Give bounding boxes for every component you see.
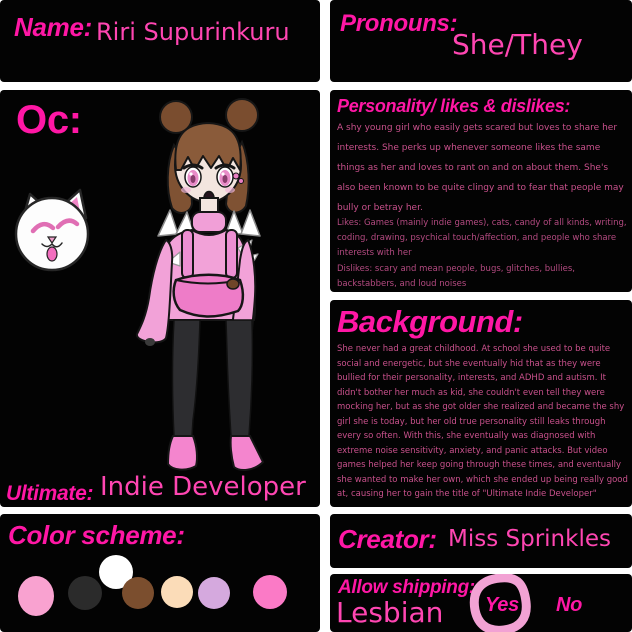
allow-shipping-label: Allow shipping: [338,577,475,598]
name-label: Name: [14,12,92,42]
swatch-peach [161,576,193,608]
personality-panel [330,90,632,292]
likes-text: Likes: Games (mainly indie games), cats, candy of all kinds, writing, coding, drawing, psychical touch/affection, and people who share interests with her [337,218,627,258]
swatch-lilac [198,577,230,609]
ultimate-value: Indie Developer [100,472,306,502]
color-scheme-panel [0,514,320,632]
personality-description: A shy young girl who easily gets scared but loves to share her interests. She perks up whenever someone likes the same things as her and loves to rant on and on about them. She's also been known to be quite clingy and to fear that people may bully or betray her. [337,123,624,213]
personality-label: Personality/ likes & dislikes: [337,96,571,116]
swatch-brown [122,577,154,609]
oc-label: Oc: [16,98,82,142]
oc-girl-figure [137,99,263,470]
cat-face-drawing [16,190,88,270]
oc-girl-drawing [0,90,320,507]
background-description: She never had a great childhood. At school she used to be quite social and energetic, but she eventually hid that as they were bullied for their personality, interests, and ADHD and autism. It didn't bother her much as kid, she couldn't even tell they were mocking her, but as she got older she realized and became the shy girl she is today, but her old true personality still leaks through every so often. With this, she eventually was diagnosed with extreme noise sensitivity, anxiety, and panic attacks. But video games helped her keep going through these times, and eventually she wanted to make her own, which she ended up being really good at, causing her to gain the title of "Ultimate Indie Developer" [337,344,628,499]
pronouns-panel [330,0,632,82]
swatch-dark-gray [68,576,102,610]
background-label: Background: [337,304,523,339]
dislikes-text: Dislikes: scary and mean people, bugs, glitches, bullies, backstabbers, and loud noises [337,264,575,289]
no-option: No [556,594,583,616]
background-panel [330,300,632,507]
creator-panel [330,514,632,568]
creator-label: Creator: [338,524,437,554]
swatch-hot-pink [253,575,287,609]
yes-option: Yes [485,594,519,616]
swatch-light-pink [18,576,54,616]
ultimate-label: Ultimate: [6,482,94,505]
shipping-panel [330,574,632,632]
orientation-value: Lesbian [336,596,444,629]
pronouns-value: She/They [452,28,583,61]
name-value: Riri Supurinkuru [96,18,290,46]
name-panel [0,0,320,82]
pronouns-label: Pronouns: [340,10,458,37]
color-scheme-label: Color scheme: [8,520,185,550]
creator-value: Miss Sprinkles [448,526,611,552]
oc-panel [0,90,320,507]
